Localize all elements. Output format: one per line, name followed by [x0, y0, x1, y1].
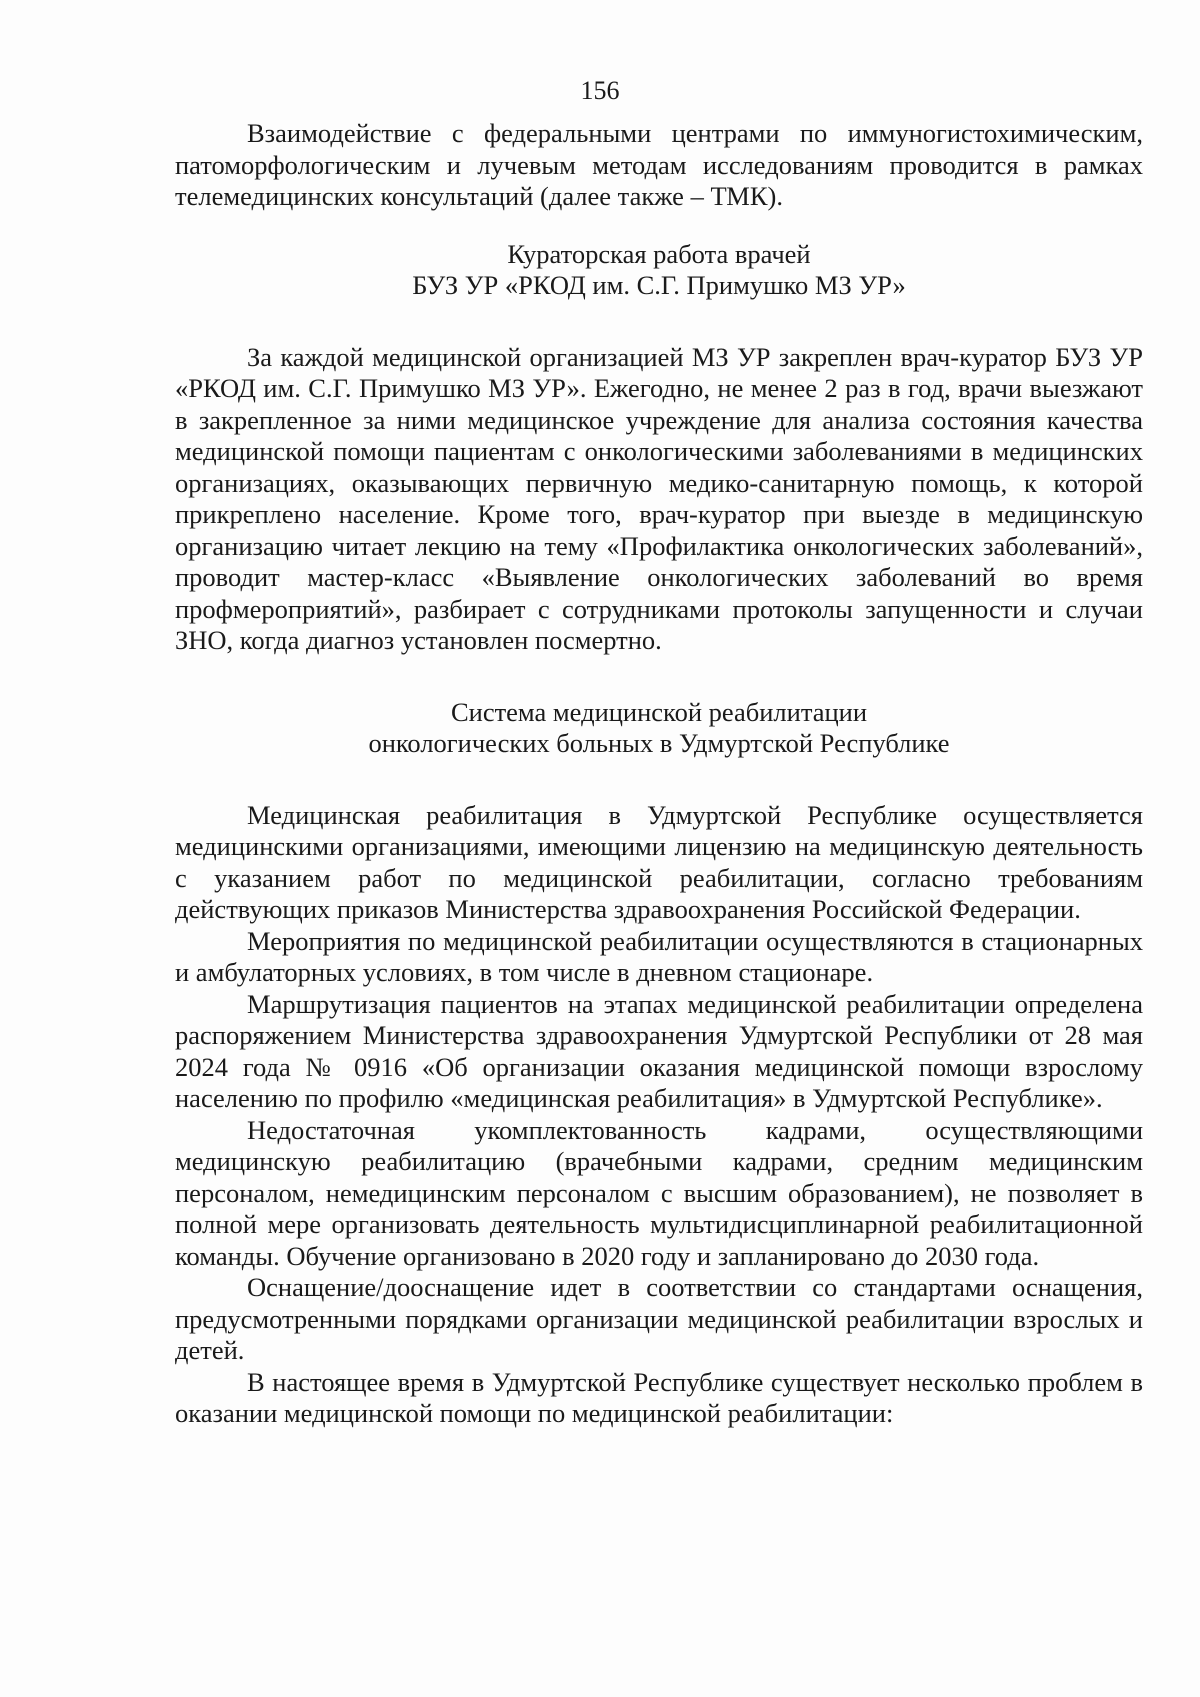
rehab-paragraph: Недостаточная укомплектованность кадрами, осуществляющими медицинскую реабилитацию (врачебными кадрами, средним медицинским персоналом, немедицинским персоналом с высшим образованием), не позволяет в полной мере организовать деятельность мультидисциплинарной реабилитационной команды. Обучение организовано в 2020 году и запланировано до 2030 года.	[175, 1114, 1143, 1271]
intro-paragraph: Взаимодействие с федеральными центрами по иммуногистохимическим, патоморфологическим и лучевым методам исследованиям проводится в рамках телемедицинских консультаций (далее также – ТМК).	[175, 118, 1143, 211]
rehab-paragraph: Мероприятия по медицинской реабилитации осуществляются в стационарных и амбулаторных условиях, в том числе в дневном стационаре.	[175, 925, 1143, 987]
document-body	[175, 118, 1143, 1430]
section-heading-rehabilitation	[175, 697, 1143, 760]
rehab-paragraph: В настоящее время в Удмуртской Республике существует несколько проблем в оказании медицинской помощи по медицинской реабилитации:	[175, 1366, 1143, 1428]
page-number: 156	[580, 76, 620, 105]
section-heading-line: Система медицинской реабилитации	[450, 696, 868, 727]
rehab-paragraph: Маршрутизация пациентов на этапах медицинской реабилитации определена распоряжением Министерства здравоохранения Удмуртской Республики от 28 мая 2024 года № 0916 «Об организации оказания медицинской помощи взрослому населению по профилю «медицинская реабилитация» в Удмуртской Республике».	[175, 988, 1143, 1113]
rehab-paragraph: Медицинская реабилитация в Удмуртской Республике осуществляется медицинскими организациями, имеющими лицензию на медицинскую деятельность с указанием работ по медицинской реабилитации, согласно требованиям действующих приказов Министерства здравоохранения Российской Федерации.	[175, 799, 1143, 924]
curator-paragraph: За каждой медицинской организацией МЗ УР закреплен врач-куратор БУЗ УР «РКОД им. С.Г. Примушко МЗ УР». Ежегодно, не менее 2 раз в год, врачи выезжают в закрепленное за ними медицинское учреждение для анализа состояния качества медицинской помощи пациентам с онкологическими заболеваниями в медицинских организациях, оказывающих первичную медико-санитарную помощь, к которой прикреплено население. Кроме того, врач-куратор при выезде в медицинскую организацию читает лекцию на тему «Профилактика онкологических заболеваний», проводит мастер-класс «Выявление онкологических заболеваний во время профмероприятий», разбирает с сотрудниками протоколы запущенности и случаи ЗНО, когда диагноз установлен посмертно.	[175, 341, 1143, 655]
section-heading-line: БУЗ УР «РКОД им. С.Г. Примушко МЗ УР»	[412, 270, 906, 300]
section-heading-line: онкологических больных в Удмуртской Республике	[368, 728, 950, 758]
section-heading-line: Кураторская работа врачей	[507, 238, 811, 269]
rehab-paragraph: Оснащение/дооснащение идет в соответствии со стандартами оснащения, предусмотренными порядками организации медицинской реабилитации взрослых и детей.	[175, 1272, 1143, 1365]
section-heading-curator	[175, 239, 1143, 302]
